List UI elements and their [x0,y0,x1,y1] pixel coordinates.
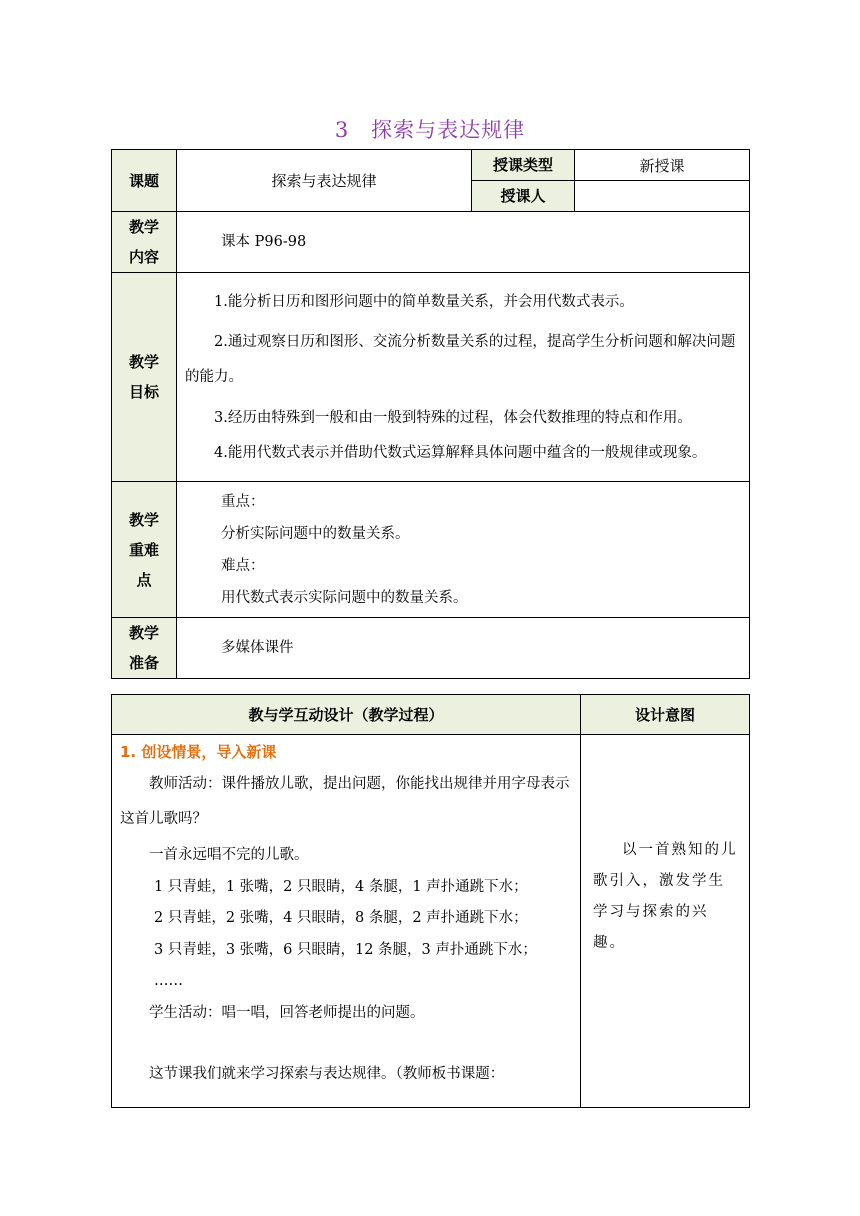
key-label-line-2: 重难 [128,540,159,559]
topic-label: 课题 [112,150,177,212]
key-points-heading: 重点： [221,493,265,510]
goal-item: 2.通过观察日历和图形、交流分析数量关系的过程，提高学生分析问题和解决问题的能力。 [185,333,736,385]
key-label-line-1: 教学 [128,510,159,529]
topic-value: 探索与表达规律 [177,150,472,212]
key-points-label [112,482,177,618]
content-value: 课本 P96-98 [177,212,750,273]
teaching-process-table [111,694,750,1108]
key-points-content [177,482,750,618]
intent-text: 以一首熟知的儿歌引入，激发学生学习与探索的兴趣。 [593,842,738,951]
process-line: 这节课我们就来学习探索与表达规律。（教师板书课题： [149,1066,505,1082]
document-title: 3 探索与表达规律 [334,118,526,142]
process-line: 2 只青蛙，2 张嘴，4 只眼睛，8 条腿，2 声扑通跳下水； [154,910,528,926]
goal-item: 1.能分析日历和图形问题中的简单数量关系，并会用代数式表示。 [214,293,634,310]
goals-list [177,273,750,482]
process-line: 1 只青蛙，1 张嘴，2 只眼睛，4 条腿，1 声扑通跳下水； [154,878,528,895]
key-label-line-3: 点 [136,570,152,589]
process-line: 一首永远唱不完的儿歌。 [149,847,309,863]
goals-label [112,273,177,482]
prep-label-line-1: 教学 [128,624,159,642]
content-label-line-2: 内容 [128,248,159,266]
process-line: …… [154,973,183,989]
content-label [112,212,177,273]
process-line: 学生活动：唱一唱，回答老师提出的问题。 [149,1004,425,1021]
prep-label [112,618,177,679]
prep-value: 多媒体课件 [177,618,750,679]
intent-header: 设计意图 [581,695,750,735]
difficult-points-heading: 难点： [221,557,265,574]
lesson-type-value: 新授课 [575,150,750,181]
teacher-value [575,181,750,212]
section-heading: 1. 创设情景，导入新课 [120,743,277,761]
process-line: 3 只青蛙，3 张嘴，6 只眼睛，12 条腿，3 声扑通跳下水； [154,941,537,958]
intent-content [581,735,750,1108]
process-content [112,735,581,1108]
goal-item: 4.能用代数式表示并借助代数式运算解释具体问题中蕴含的一般规律或现象。 [214,444,707,461]
process-line: 教师活动：课件播放儿歌，提出问题，你能找出规律并用字母表示这首儿歌吗？ [120,776,570,827]
process-header: 教与学互动设计（教学过程） [112,695,581,735]
key-points-value: 分析实际问题中的数量关系。 [221,525,410,542]
goals-label-line-2: 目标 [128,383,159,401]
difficult-points-value: 用代数式表示实际问题中的数量关系。 [221,589,468,606]
goals-label-line-1: 教学 [128,353,159,371]
lesson-type-label: 授课类型 [472,150,575,181]
content-label-line-1: 教学 [128,218,159,236]
goal-item: 3.经历由特殊到一般和由一般到特殊的过程，体会代数推理的特点和作用。 [214,409,692,426]
teacher-label: 授课人 [472,181,575,212]
lesson-info-table [111,149,750,679]
prep-label-line-2: 准备 [128,654,159,672]
